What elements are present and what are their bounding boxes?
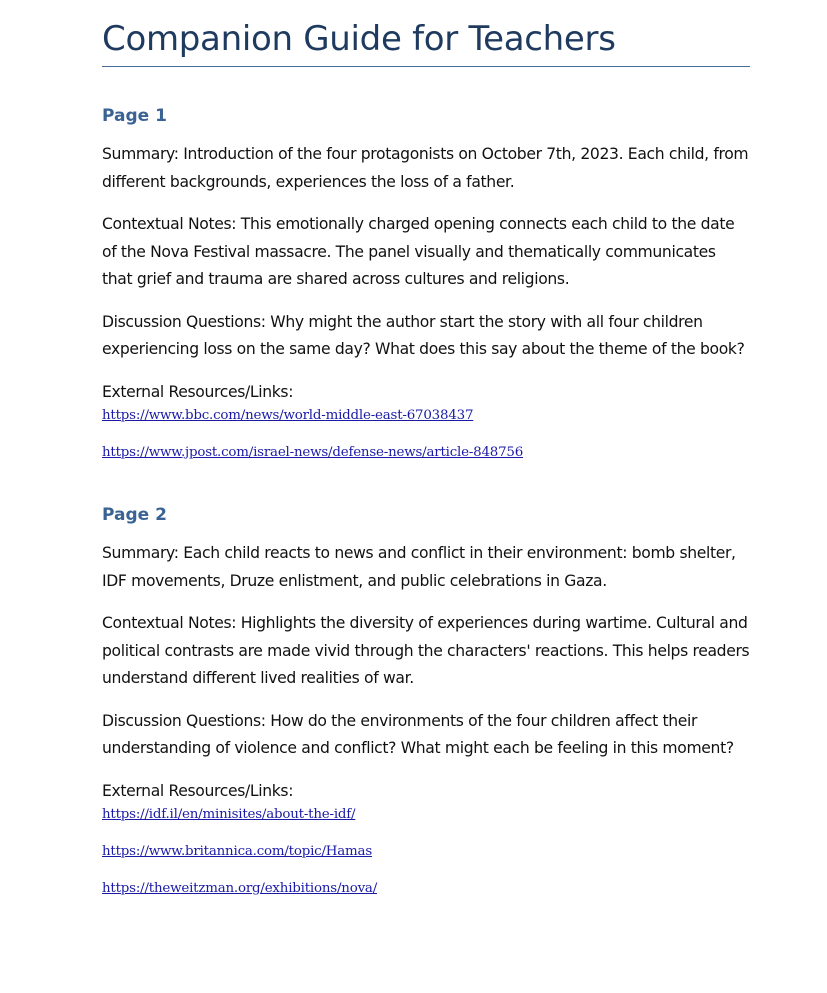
resource-link[interactable]: https://idf.il/en/minisites/about-the-idf/ — [102, 807, 356, 822]
document-title: Companion Guide for Teachers — [102, 19, 616, 59]
section-heading: Page 1 — [102, 106, 167, 126]
external-resources-label: External Resources/Links: — [102, 781, 294, 800]
section-heading: Page 2 — [102, 505, 167, 525]
document-page — [102, 0, 750, 899]
summary-paragraph: Summary: Each child reacts to news and conflict in their environment: bomb shelter, IDF movements, Druze enlistment, and public celebrations in Gaza. — [102, 544, 736, 590]
section-page-2 — [102, 504, 750, 899]
contextual-notes-paragraph: Contextual Notes: Highlights the diversity of experiences during wartime. Cultural and political contrasts are made vivid through the characters' reactions. This helps readers understand different lived realities of war. — [102, 614, 750, 687]
contextual-notes-paragraph: Contextual Notes: This emotionally charged opening connects each child to the date of the Nova Festival massacre. The panel visually and thematically communicates that grief and trauma are shared across cultures and religions. — [102, 215, 735, 288]
resource-link[interactable]: https://www.britannica.com/topic/Hamas — [102, 844, 372, 859]
resource-link[interactable]: https://theweitzman.org/exhibitions/nova/ — [102, 881, 378, 896]
external-resources-label: External Resources/Links: — [102, 382, 294, 401]
discussion-questions-paragraph: Discussion Questions: Why might the author start the story with all four children experiencing loss on the same day? What does this say about the theme of the book? — [102, 312, 745, 358]
summary-paragraph: Summary: Introduction of the four protagonists on October 7th, 2023. Each child, from different backgrounds, experiences the loss of a father. — [102, 145, 749, 191]
section-page-1 — [102, 105, 750, 463]
discussion-questions-paragraph: Discussion Questions: How do the environments of the four children affect their understanding of violence and conflict? What might each be feeling in this moment? — [102, 711, 734, 757]
resource-link[interactable]: https://www.jpost.com/israel-news/defense-news/article-848756 — [102, 445, 524, 460]
resource-link[interactable]: https://www.bbc.com/news/world-middle-east-67038437 — [102, 408, 474, 423]
